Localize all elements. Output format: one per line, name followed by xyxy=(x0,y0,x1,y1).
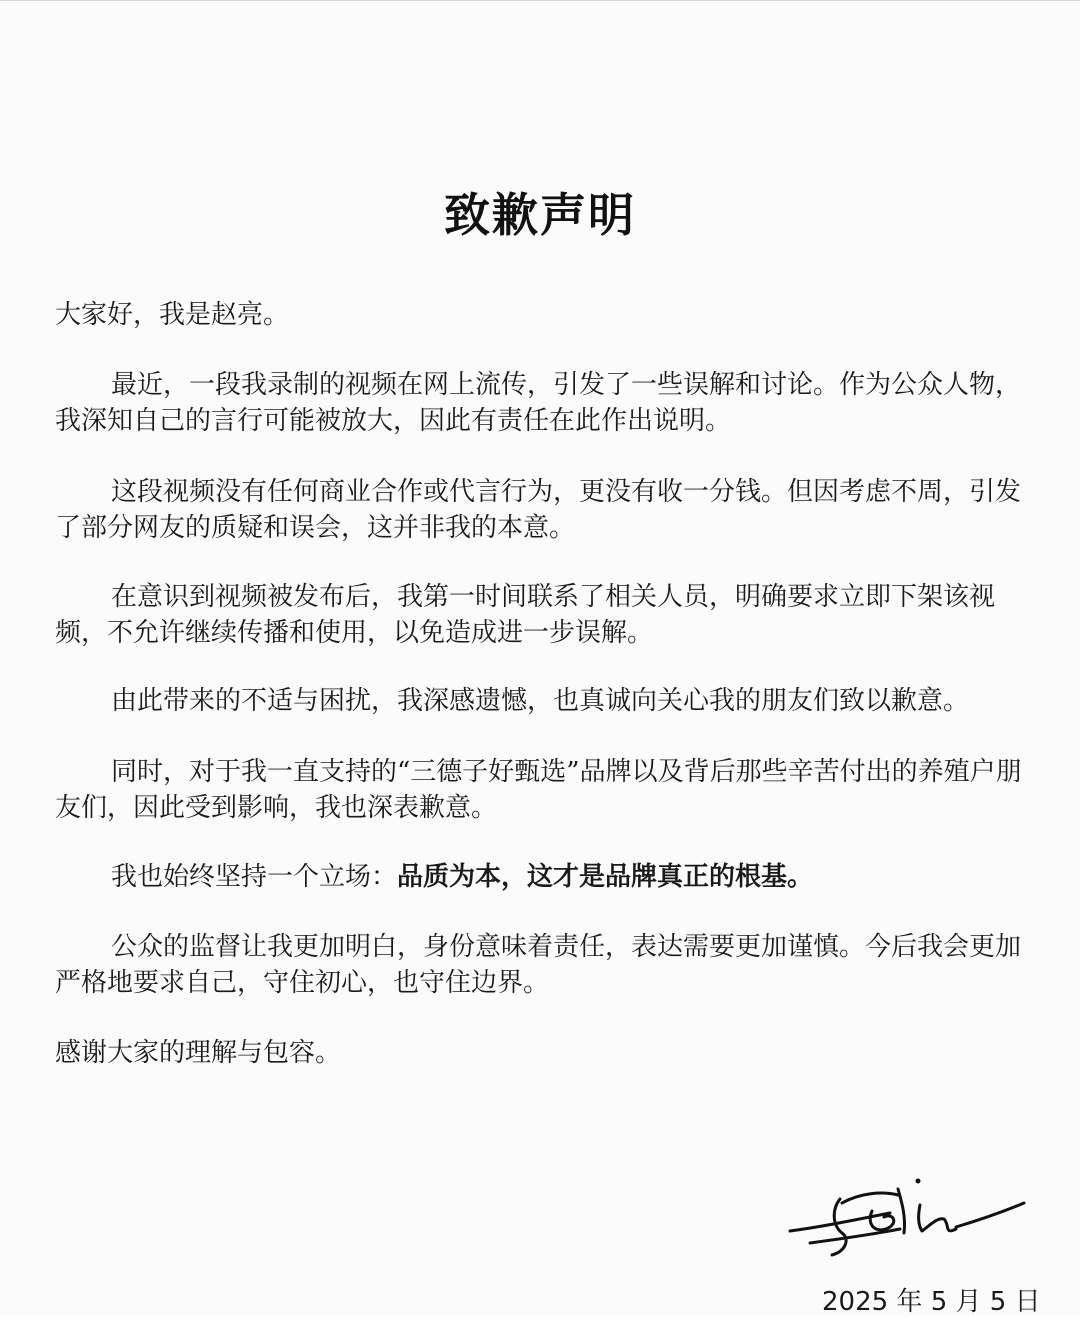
paragraph-stance xyxy=(55,859,1033,895)
thanks-line: 感谢大家的理解与包容。 xyxy=(55,1038,342,1068)
statement-date: 2025 年 5 月 5 日 xyxy=(822,1287,1041,1317)
paragraph-commitment: 公众的监督让我更加明白，身份意味着责任，表达需要更加谨慎。今后我会更加严格地要求自己，守住初心，也守住边界。 xyxy=(55,932,1022,998)
paragraph-no-commercial: 这段视频没有任何商业合作或代言行为，更没有收一分钱。但因考虑不周，引发了部分网友的质疑和误会，这并非我的本意。 xyxy=(55,477,1022,543)
paragraph-apology: 由此带来的不适与困扰，我深感遗憾，也真诚向关心我的朋友们致以歉意。 xyxy=(111,686,970,716)
document-title: 致歉声明 xyxy=(444,188,636,242)
paragraph-takedown: 在意识到视频被发布后，我第一时间联系了相关人员，明确要求立即下架该视频，不允许继续传播和使用，以免造成进一步误解。 xyxy=(55,582,996,648)
handwritten-signature xyxy=(780,1169,1030,1259)
paragraph-brand-apology: 同时，对于我一直支持的“三德子好甄选”品牌以及背后那些辛苦付出的养殖户朋友们，因此受到影响，我也深表歉意。 xyxy=(55,757,1022,823)
greeting: 大家好，我是赵亮。 xyxy=(55,300,290,330)
stance-lead: 我也始终坚持一个立场： xyxy=(111,862,398,892)
paragraph-video-spread: 最近，一段我录制的视频在网上流传，引发了一些误解和讨论。作为公众人物，我深知自己的言行可能被放大，因此有责任在此作出说明。 xyxy=(55,370,1022,436)
stance-emphasis: 品质为本，这才是品牌真正的根基。 xyxy=(397,862,814,892)
